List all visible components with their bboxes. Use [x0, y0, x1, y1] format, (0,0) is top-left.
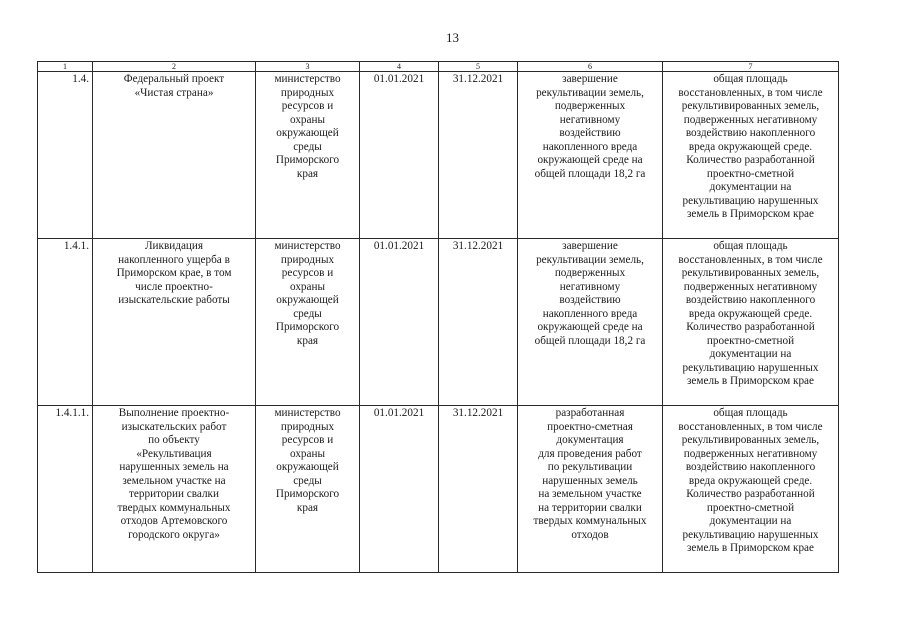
- row-result-cell: [518, 239, 663, 406]
- plan-table: [37, 61, 839, 573]
- row-end-date-cell: [439, 72, 518, 239]
- column-number: 2: [93, 62, 256, 72]
- row-code-cell: [38, 406, 93, 573]
- row-result-cell: [518, 72, 663, 239]
- row-start-date-cell: [360, 72, 439, 239]
- row-executor: министерство природных ресурсов и охраны окружающей среды Приморского края: [274, 240, 341, 347]
- column-number-row: [38, 62, 839, 72]
- column-number: 5: [439, 62, 518, 72]
- row-indicator-cell: [663, 406, 839, 573]
- row-name-cell: [93, 406, 256, 573]
- table-row: [38, 239, 839, 406]
- row-executor-cell: [256, 239, 360, 406]
- column-number: 1: [38, 62, 93, 72]
- row-end-date: 31.12.2021: [452, 73, 504, 85]
- column-number: 4: [360, 62, 439, 72]
- row-result: завершение рекультивации земель, подверженных негативному воздействию накопленного вреда окружающей среде на общей площади 18,2 га: [534, 240, 646, 347]
- row-end-date-cell: [439, 406, 518, 573]
- row-name-cell: [93, 72, 256, 239]
- row-indicator-cell: [663, 72, 839, 239]
- row-code-cell: [38, 72, 93, 239]
- row-name-cell: [93, 239, 256, 406]
- row-end-date: 31.12.2021: [452, 240, 504, 252]
- row-end-date: 31.12.2021: [452, 407, 504, 419]
- row-executor-cell: [256, 72, 360, 239]
- page-number: 13: [446, 30, 459, 45]
- table-row: [38, 72, 839, 239]
- row-start-date: 01.01.2021: [373, 407, 425, 419]
- row-name: Ликвидация накопленного ущерба в Приморском крае, в том числе проектно- изыскательские работы: [116, 240, 232, 306]
- row-indicator: общая площадь восстановленных, в том числе рекультивированных земель, подверженных негативному воздействию накопленного вреда окружающей среде. Количество разработанной проектно-сметной документации на рекультивацию нарушенных земель в Приморском крае: [678, 407, 823, 554]
- row-end-date-cell: [439, 239, 518, 406]
- column-number: 6: [518, 62, 663, 72]
- row-indicator: общая площадь восстановленных, в том числе рекультивированных земель, подверженных негативному воздействию накопленного вреда окружающей среде. Количество разработанной проектно-сметной документации на рекультивацию нарушенных земель в Приморском крае: [678, 240, 823, 387]
- row-start-date-cell: [360, 406, 439, 573]
- row-indicator-cell: [663, 239, 839, 406]
- row-result-cell: [518, 406, 663, 573]
- row-name: Федеральный проект «Чистая страна»: [123, 73, 225, 99]
- row-result: завершение рекультивации земель, подверженных негативному воздействию накопленного вреда окружающей среде на общей площади 18,2 га: [534, 73, 646, 180]
- column-number: 7: [663, 62, 839, 72]
- row-executor: министерство природных ресурсов и охраны окружающей среды Приморского края: [274, 73, 341, 180]
- row-indicator: общая площадь восстановленных, в том числе рекультивированных земель, подверженных негативному воздействию накопленного вреда окружающей среде. Количество разработанной проектно-сметной документации на рекультивацию нарушенных земель в Приморском крае: [678, 73, 823, 220]
- table-row: [38, 406, 839, 573]
- row-result: разработанная проектно-сметная документация для проведения работ по рекультивации нарушенных земель на земельном участке на территории свалки твердых коммунальных отходов: [533, 407, 647, 541]
- row-start-date: 01.01.2021: [373, 73, 425, 85]
- row-executor: министерство природных ресурсов и охраны окружающей среды Приморского края: [274, 407, 341, 514]
- row-code-cell: [38, 239, 93, 406]
- row-code: 1.4.: [72, 73, 89, 85]
- row-start-date-cell: [360, 239, 439, 406]
- row-name: Выполнение проектно- изыскательских работ по объекту «Рекультивация нарушенных земель на земельном участке на территории свалки твердых коммунальных отходов Артемовского городского округа»: [117, 407, 231, 541]
- row-executor-cell: [256, 406, 360, 573]
- row-start-date: 01.01.2021: [373, 240, 425, 252]
- row-code: 1.4.1.: [63, 240, 89, 252]
- column-number: 3: [256, 62, 360, 72]
- row-code: 1.4.1.1.: [55, 407, 89, 419]
